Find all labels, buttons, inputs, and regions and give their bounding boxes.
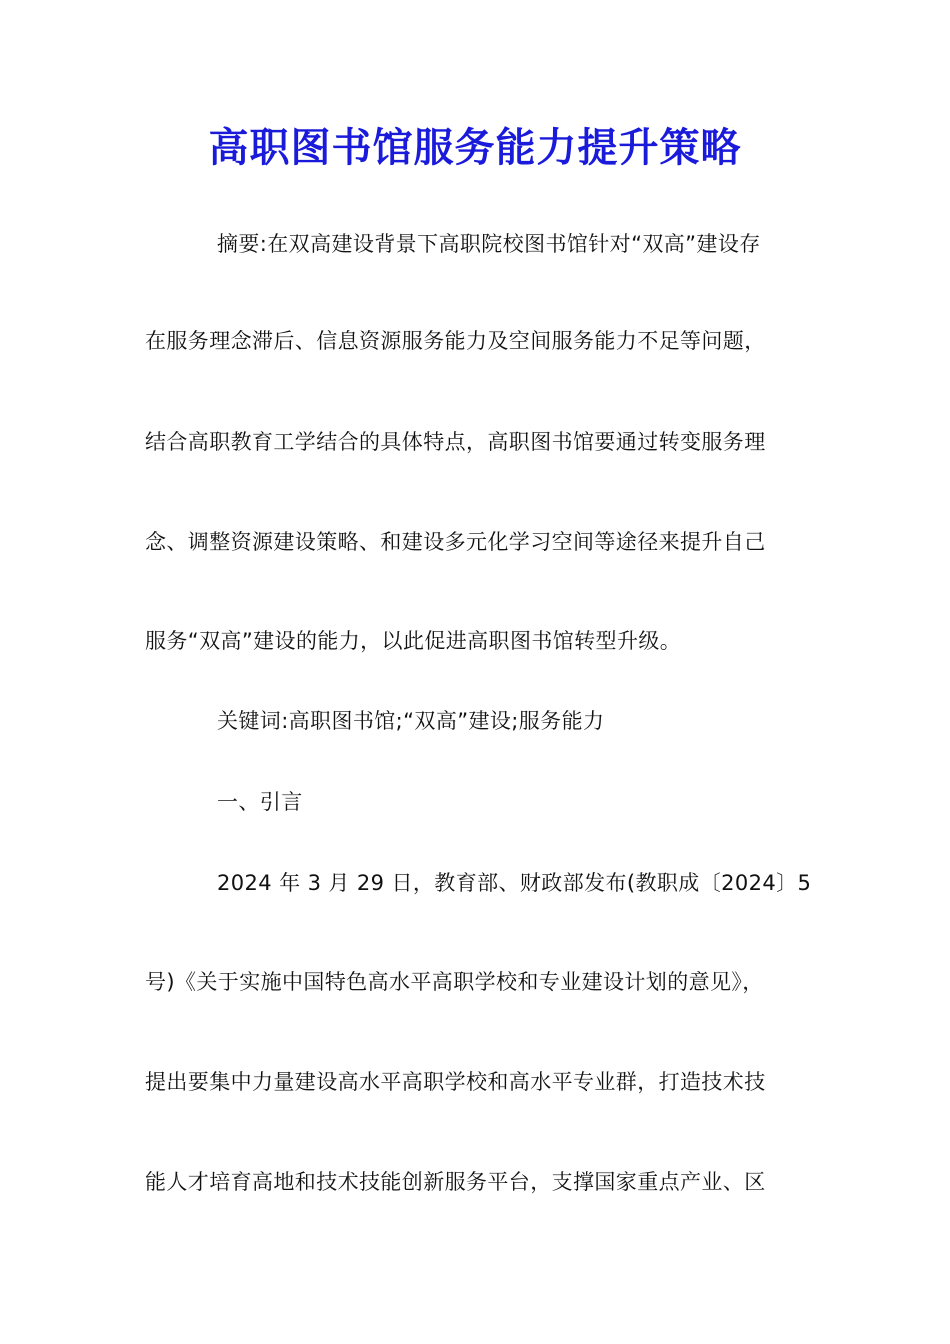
- abstract-line: 在服务理念滞后、信息资源服务能力及空间服务能力不足等问题，: [145, 329, 766, 353]
- body-line: 提出要集中力量建设高水平高职学校和高水平专业群，打造技术技: [145, 1070, 766, 1094]
- abstract-line: 结合高职教育工学结合的具体特点，高职图书馆要通过转变服务理: [145, 430, 766, 454]
- abstract-line: 念、调整资源建设策略、和建设多元化学习空间等途径来提升自己: [145, 530, 766, 554]
- section-heading: 一、引言: [217, 790, 303, 814]
- body-line: 能人才培育高地和技术技能创新服务平台，支撑国家重点产业、区: [145, 1170, 766, 1194]
- document-title: 高职图书馆服务能力提升策略: [208, 124, 742, 171]
- abstract-line: 摘要:在双高建设背景下高职院校图书馆针对“双高”建设存: [217, 232, 761, 256]
- body-line: 2024 年 3 月 29 日，教育部、财政部发布(教职成〔2024〕5: [217, 871, 812, 895]
- abstract-line: 服务“双高”建设的能力，以此促进高职图书馆转型升级。: [145, 629, 682, 653]
- body-line: 号)《关于实施中国特色高水平高职学校和专业建设计划的意见》，: [145, 970, 764, 994]
- keywords-line: 关键词:高职图书馆;“双高”建设;服务能力: [217, 709, 605, 733]
